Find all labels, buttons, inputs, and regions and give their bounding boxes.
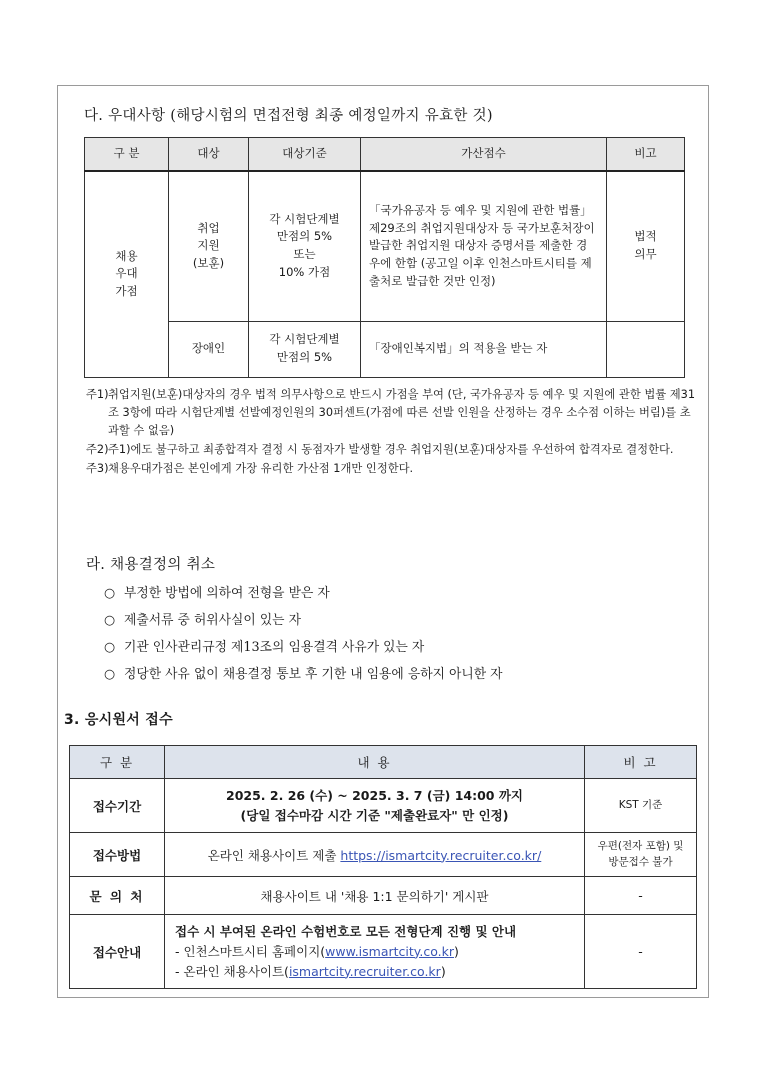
table-row [85,171,685,321]
guide-label: 접수안내 [70,915,165,989]
footnote-text: 주1)에도 불구하고 최종합격자 결정 시 동점자가 발생할 경우 취업지원(보훈)대상자를 우선하여 합격자로 결정한다. [108,443,674,457]
col-header-note: 비 고 [585,746,697,779]
guide-homepage-line [175,942,584,962]
bullet-icon: ○ [104,640,116,655]
footnote [86,441,700,459]
inquiry-note: - [585,877,697,915]
recruit-site-link[interactable]: https://ismartcity.recruiter.co.kr/ [340,847,542,863]
col-header-category: 구 분 [70,746,165,779]
guide-recruit-line [175,962,584,982]
col-header-points: 가산점수 [361,138,607,172]
col-header-note: 비고 [607,138,685,172]
period-note: KST 기준 [585,779,697,833]
footnote-text: 채용우대가점은 본인에게 가장 유리한 가산점 1개만 인정한다. [108,462,414,476]
recruit-site-short-link[interactable]: ismartcity.recruiter.co.kr [288,963,441,979]
footnote [86,386,700,440]
section-da-title: 다. 우대사항 (해당시험의 면접전형 최종 예정일까지 유효한 것) [84,108,493,124]
section-3-title: 3. 응시원서 접수 [64,712,173,728]
col-header-category: 구 분 [85,138,169,172]
cancellation-list [104,580,503,688]
method-content [165,833,585,877]
guide-main-text: 접수 시 부여된 온라인 수험번호로 모든 전형단계 진행 및 안내 [175,923,517,939]
target-cell: 장애인 [169,321,249,377]
list-item [104,580,503,607]
inquiry-label: 문 의 처 [70,877,165,915]
period-condition: (당일 접수마감 시간 기준 "제출완료자" 만 인정) [240,807,509,823]
guide-recruit-prefix: - 온라인 채용사이트( [175,963,289,979]
footnote-tag: 주2) [86,443,109,457]
bullet-icon: ○ [104,667,116,682]
col-header-content: 내 용 [165,746,585,779]
section-ra-title: 라. 채용결정의 취소 [86,557,216,573]
period-label: 접수기간 [70,779,165,833]
period-dates: 2025. 2. 26 (수) ~ 2025. 3. 7 (금) 14:00 까지 [226,788,523,804]
criteria-cell: 각 시험단계별 만점의 5% [249,321,361,377]
target-cell: 취업 지원 (보훈) [169,171,249,321]
list-item-text: 정당한 사유 없이 채용결정 통보 후 기한 내 임용에 응하지 아니한 자 [124,667,503,682]
list-item [104,607,503,634]
method-note: 우편(전자 포함) 및 방문접수 불가 [585,833,697,877]
table-row [70,833,697,877]
application-table-header [70,746,697,779]
table-row [70,779,697,833]
note-cell [607,321,685,377]
points-cell: 「국가유공자 등 예우 및 지원에 관한 법률」 제29조의 취업지원대상자 등 국가보훈처장이 발급한 취업지원 대상자 증명서를 제출한 경우에 한함 (공고일 이후 인천스마트시티를 제출처로 발급한 것만 인정) [361,171,607,321]
inquiry-text: 채용사이트 내 '채용 1:1 문의하기' 게시판 [165,877,585,915]
guide-homepage-suffix: ) [454,943,459,959]
application-table [69,745,697,989]
preference-table [84,137,685,378]
guide-note: - [585,915,697,989]
list-item [104,634,503,661]
list-item-text: 부정한 방법에 의하여 전형을 받은 자 [124,586,330,601]
footnote-tag: 주3) [86,462,109,476]
homepage-link[interactable]: www.ismartcity.co.kr [325,943,455,959]
method-text: 온라인 채용사이트 제출 [207,847,337,863]
col-header-criteria: 대상기준 [249,138,361,172]
period-content [165,779,585,833]
guide-content [165,915,585,989]
guide-homepage-prefix: - 인천스마트시티 홈페이지( [175,943,326,959]
list-item [104,661,503,688]
footnote-text: 취업지원(보훈)대상자의 경우 법적 의무사항으로 반드시 가점을 부여 (단, 국가유공자 등 예우 및 지원에 관한 법률 제31조 3항에 따라 시험단계별 선발예정인원의 30퍼센트(가점에 따른 선발 인원을 산정하는 경우 소수점 이하는 버림)를 초과할 수 없음) [108,388,696,438]
preference-table-header [85,138,685,172]
footnote-tag: 주1) [86,388,109,401]
criteria-cell: 각 시험단계별 만점의 5% 또는 10% 가점 [249,171,361,321]
table-row [70,877,697,915]
col-header-target: 대상 [169,138,249,172]
method-label: 접수방법 [70,833,165,877]
table-row [70,915,697,989]
note-cell: 법적 의무 [607,171,685,321]
table-row [85,321,685,377]
list-item-text: 기관 인사관리규정 제13조의 임용결격 사유가 있는 자 [124,640,425,655]
footnote [86,460,700,478]
footnotes [86,386,700,479]
points-cell: 「장애인복지법」의 적용을 받는 자 [361,321,607,377]
guide-recruit-suffix: ) [440,963,446,979]
list-item-text: 제출서류 중 허위사실이 있는 자 [124,613,301,628]
bullet-icon: ○ [104,613,116,628]
category-cell: 채용 우대 가점 [85,171,169,377]
bullet-icon: ○ [104,586,116,601]
